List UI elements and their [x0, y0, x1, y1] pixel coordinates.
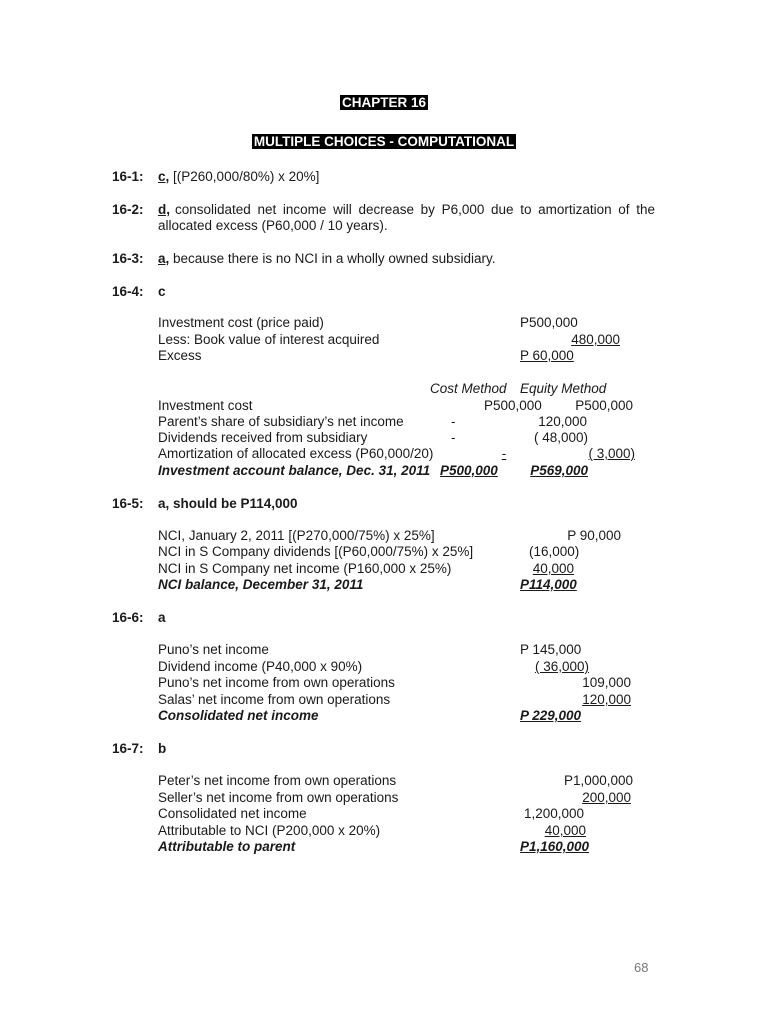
q1-number: 16-1: [112, 169, 144, 184]
q7-r3-label: Consolidated net income [158, 806, 307, 821]
q3-answer-line [158, 250, 495, 267]
q7-r3-value: 1,200,000 [524, 806, 585, 821]
q6-r3-value: 109,000 [582, 675, 631, 690]
q7-r5-label: Attributable to parent [158, 839, 296, 854]
q7-r4-label: Attributable to NCI (P200,000 x 20%) [158, 823, 381, 838]
q4-t2-r2-label: Parent’s share of subsidiary’s net income [158, 414, 404, 429]
q6-r2-label: Dividend income (P40,000 x 90%) [158, 659, 363, 674]
q4-t1-r2-label: Less: Book value of interest acquired [158, 332, 380, 347]
q4-t2-r3-label: Dividends received from subsidiary [158, 430, 368, 445]
q6-r1-value: P 145,000 [520, 642, 582, 657]
q4-t2-r3-equity: ( 48,000) [534, 430, 589, 445]
chapter-title: CHAPTER 16 [341, 95, 427, 110]
q4-t1-r2-value: 480,000 [571, 332, 620, 347]
q5-number: 16-5: [112, 496, 144, 511]
q1-text: [(P260,000/80%) x 20%] [173, 169, 320, 184]
q3-number: 16-3: [112, 251, 144, 266]
q6-r5-label: Consolidated net income [158, 708, 319, 723]
q7-r1-label: Peter’s net income from own operations [158, 773, 397, 788]
q5-r3-value: 40,000 [532, 561, 574, 576]
q6-number: 16-6: [112, 610, 144, 625]
q7-answer: b [158, 741, 167, 756]
q4-t2-r4-label: Amortization of allocated excess (P60,000/20) [158, 446, 434, 461]
q5-answer: a, should be P114,000 [158, 496, 298, 511]
q4-t1-r1-label: Investment cost (price paid) [158, 315, 324, 330]
chapter-title-wrap [0, 94, 768, 111]
q2-text-line2: allocated excess (P60,000 / 10 years). [158, 218, 388, 233]
q6-r5-value: P 229,000 [520, 708, 582, 723]
q5-r4-label: NCI balance, December 31, 2011 [158, 577, 364, 592]
page-number: 68 [634, 960, 649, 975]
q4-t2-r1-label: Investment cost [158, 398, 253, 413]
q5-r2-value: (16,000) [529, 544, 580, 559]
q6-answer: a [158, 610, 166, 625]
q7-r2-label: Seller’s net income from own operations [158, 790, 399, 805]
q4-t2-r5-cost: P500,000 [440, 463, 498, 478]
q4-t2-header-equity: Equity Method [520, 381, 607, 396]
q5-r1-value: P 90,000 [567, 528, 621, 543]
q4-t2-r5-equity: P569,000 [530, 463, 588, 478]
q7-r4-value: 40,000 [544, 823, 586, 838]
q1-answer-line [158, 168, 319, 185]
q4-t2-r1-equity: P500,000 [575, 398, 633, 413]
q4-t1-r3-label: Excess [158, 348, 202, 363]
q1-answer: c, [158, 169, 170, 184]
q7-r2-value: 200,000 [582, 790, 631, 805]
q4-t2-r4-cost: - [501, 446, 507, 461]
q4-t2-r4-equity: ( 3,000) [588, 446, 635, 461]
q5-r4-value: P114,000 [520, 577, 577, 592]
q5-r3-label: NCI in S Company net income (P160,000 x 25%) [158, 561, 452, 576]
q7-r1-value: P1,000,000 [563, 773, 633, 788]
q4-t2-header-cost: Cost Method [430, 381, 507, 396]
q3-answer: a, [158, 251, 170, 266]
section-title-wrap [0, 133, 768, 150]
q2-answer-line [158, 201, 655, 218]
q5-r1-label: NCI, January 2, 2011 [(P270,000/75%) x 25%] [158, 528, 435, 543]
q4-number: 16-4: [112, 284, 144, 299]
q7-number: 16-7: [112, 741, 144, 756]
q6-r4-label: Salas’ net income from own operations [158, 692, 391, 707]
q4-t2-r1-cost: P500,000 [484, 398, 542, 413]
q4-t2-r3-cost: - [451, 430, 456, 445]
section-title: MULTIPLE CHOICES - COMPUTATIONAL [253, 134, 515, 149]
q4-t1-r1-value: P500,000 [520, 315, 578, 330]
q7-r5-value: P1,160,000 [520, 839, 590, 854]
q4-t1-r3-value: P 60,000 [520, 348, 574, 363]
q6-r4-value: 120,000 [582, 692, 631, 707]
q6-r3-label: Puno’s net income from own operations [158, 675, 395, 690]
q4-answer: c [158, 284, 166, 299]
q2-number: 16-2: [112, 202, 144, 217]
q2-text-line1: consolidated net income will decrease by P6,000 due to amortization of the [175, 202, 655, 217]
q4-t2-r2-cost: - [451, 414, 456, 429]
q6-r1-label: Puno’s net income [158, 642, 269, 657]
q6-r2-value: ( 36,000) [535, 659, 590, 674]
q2-answer: d, [158, 202, 170, 217]
q3-text: because there is no NCI in a wholly owned subsidiary. [173, 251, 496, 266]
q4-t2-r2-equity: 120,000 [538, 414, 587, 429]
q4-t2-r5-label: Investment account balance, Dec. 31, 2011 [158, 463, 431, 478]
q5-r2-label: NCI in S Company dividends [(P60,000/75%) x 25%] [158, 544, 474, 559]
